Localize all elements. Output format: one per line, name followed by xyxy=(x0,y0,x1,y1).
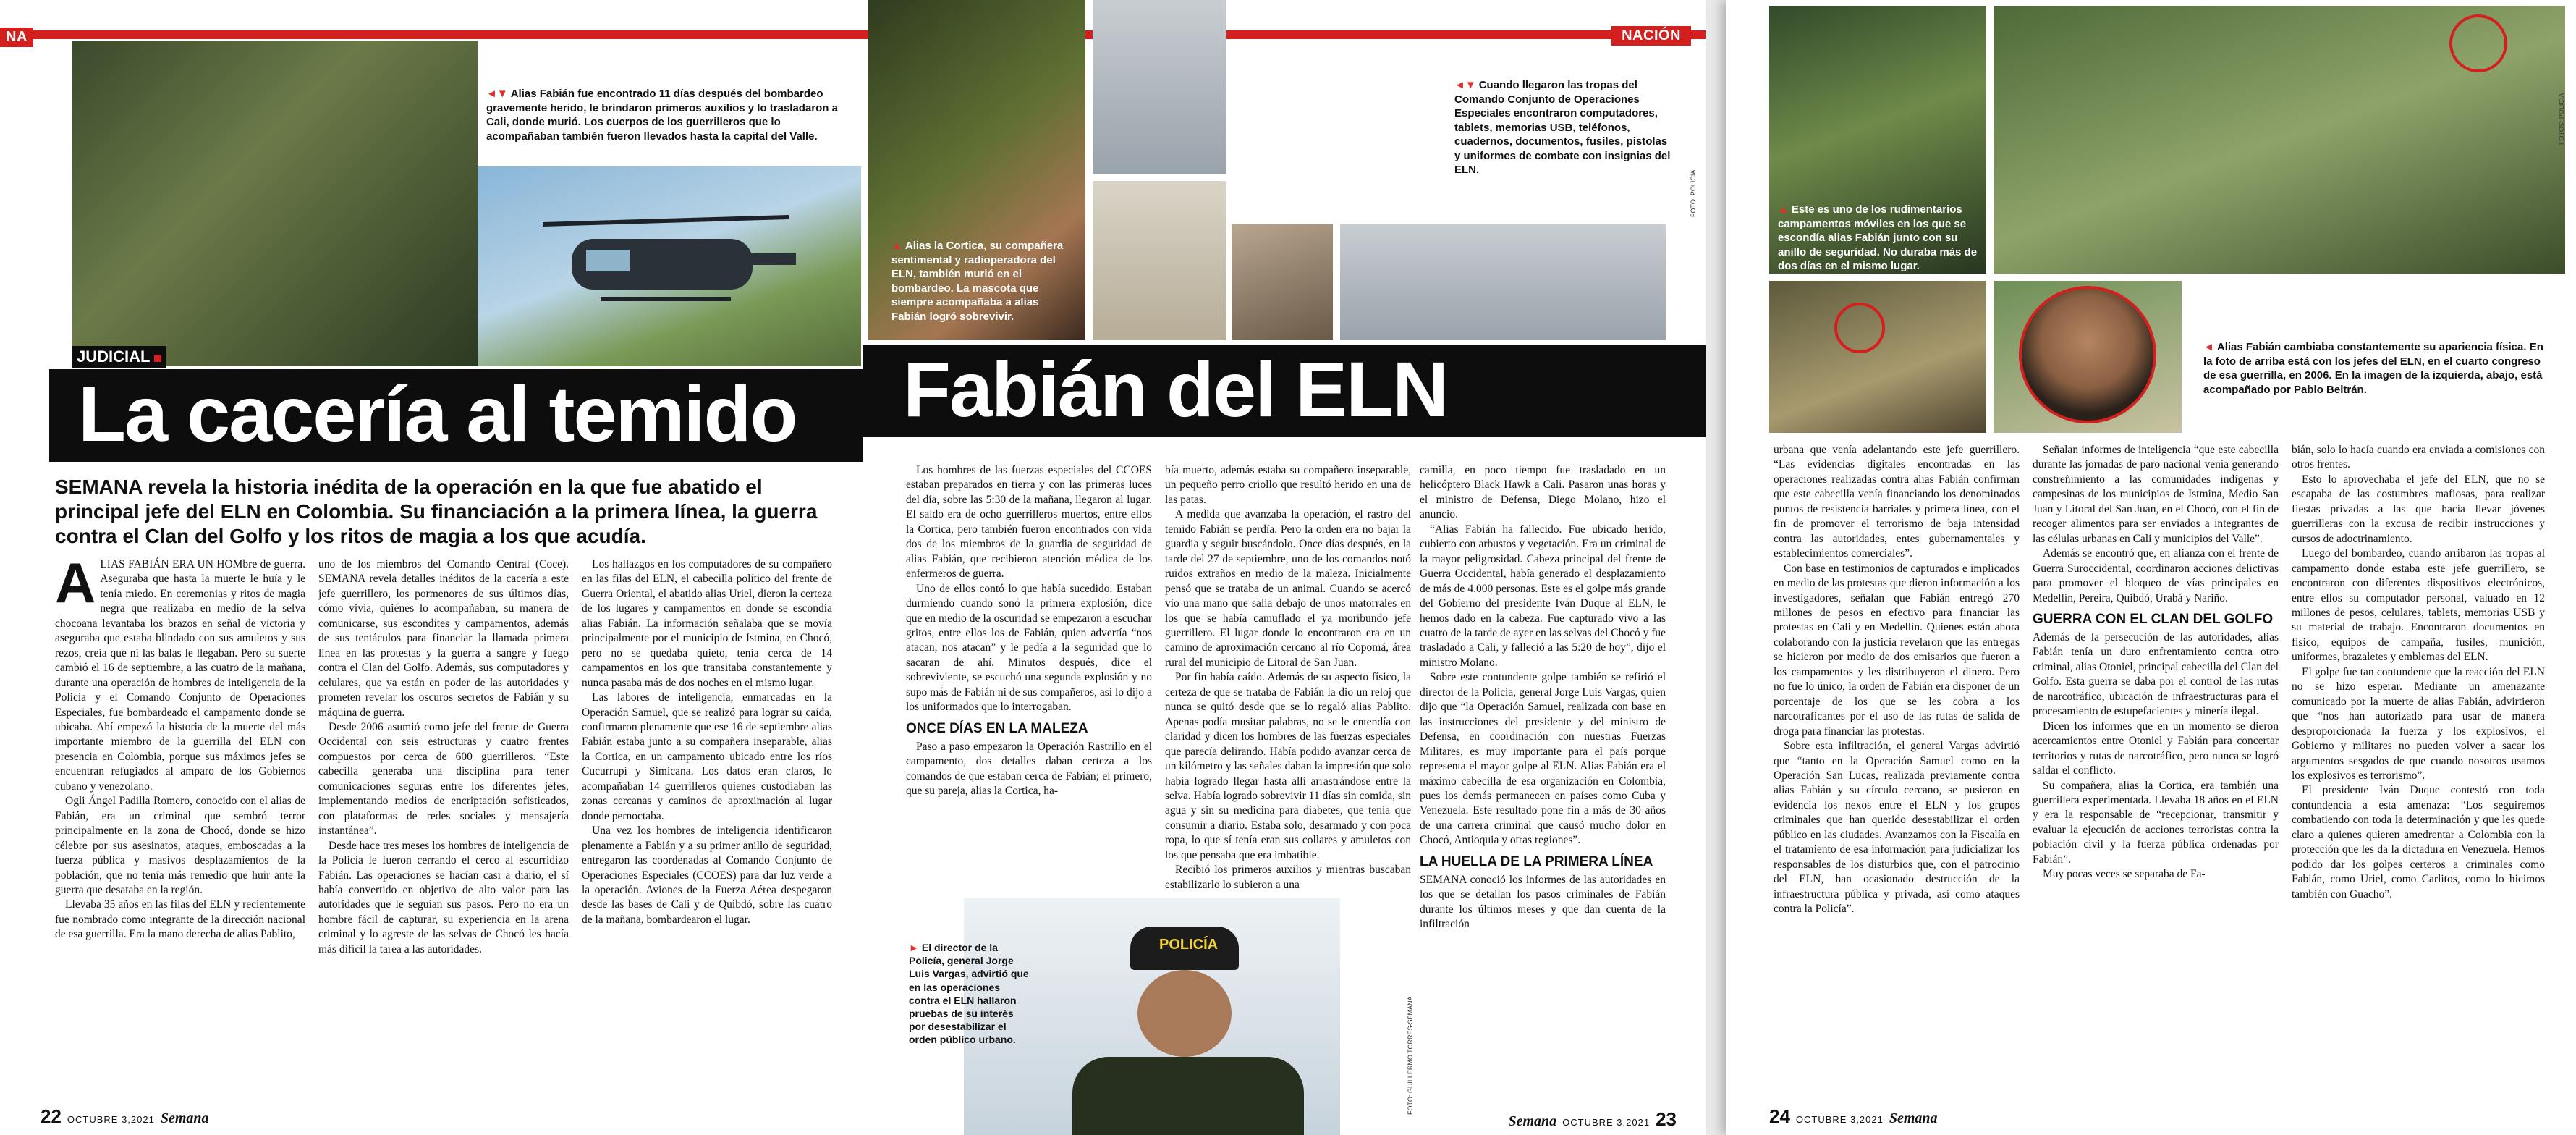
column-1 xyxy=(906,463,1152,887)
column-2 xyxy=(2033,443,2279,1094)
page-number: 24 xyxy=(1769,1105,1790,1127)
helicopter-icon xyxy=(543,195,803,318)
paragraph: Desde hace tres meses los hombres de inteligencia de la Policía le fueron cerrando el cerco al escurridizo Fabián. Las operaciones se hacían casi a diario, el sí había convertido en objetivo de alto valor para las autoridades que le seguían sus pasos. Pero no era un hombre fácil de capturar, su experiencia en la arena criminal y lo agreste de las selvas de Chocó les hacía más difícil la tarea a las autoridades. xyxy=(318,839,569,955)
page-number: 22 xyxy=(41,1105,62,1127)
folio-magazine: Semana xyxy=(160,1110,209,1126)
caption-cortica: ▲ Alias la Cortica, su compañera sentimental y radioperadora del ELN, también murió en el bombardeo. La mascota que siempre acompañaba a alias Fabián logró sobrevivir. xyxy=(891,240,1064,323)
column-1 xyxy=(55,557,305,1093)
paragraph: Desde 2006 asumió como jefe del frente de Guerra Occidental con seis estructuras y cuatro frentes compuestos por cerca de 600 guerrilleros. “Este cabecilla generaba una disciplina para tener comunicaciones seguras entre los diferentes jefes, implementando medios de encriptación sofisticados, con plataformas de redes sociales y mensajería instantánea”. xyxy=(318,720,569,837)
triangle-icon: ◄▼ xyxy=(1454,79,1476,91)
paragraph: Una vez los hombres de inteligencia identificaron plenamente a Fabián y a su primer anillo de seguridad, entregaron las coordenadas al Comando Conjunto de Operaciones Especiales (CCOES) para dar luz verde a la operación. Aviones de la Fuerza Aérea despegaron desde las bases de Cali y de Quibdó, sobre las cuatro de la mañana, bombardearon el lugar. xyxy=(582,824,832,926)
column-2 xyxy=(1165,463,1411,898)
headline-right: Fabián del ELN xyxy=(863,345,1706,437)
kicker-judicial: JUDICIAL xyxy=(72,346,166,368)
paragraph: bía muerto, además estaba su compañero inseparable, un pequeño perro criollo que resultó herido en una de las patas. xyxy=(1165,464,1411,506)
paragraph: Las labores de inteligencia, enmarcadas en la Operación Samuel, que se realizó para lograr su caída, confirmaron plenamente que ese 16 de septiembre alias Fabián estaba junto a su compañera inseparable, alias la Cortica, en un campamento ubicado entre los ríos Cucurrupí y Simicana. Los datos eran claros, lo acompañaban 14 guerrilleros quienes custodiaban las zonas cercanas y caminos de aproximación al lugar donde pernoctaba. xyxy=(582,691,832,822)
triangle-icon: ▲ xyxy=(891,240,902,252)
paragraph: Además de la persecución de las autoridades, alias Fabián tenía un duro enfrentamiento contra otro criminal, alias Otoniel, principal cabecilla del Clan del Golfo. Esta guerra se daba por el control de las rutas de narcotráfico, ubicación de infraestructuras para el procesamiento de estupefacientes y minería ilegal. xyxy=(2033,630,2279,718)
photo-fabian-wounded xyxy=(72,41,478,366)
column-3 xyxy=(2292,443,2545,1094)
column-1 xyxy=(1774,443,2020,1094)
section-heading: LA HUELLA DE LA PRIMERA LÍNEA xyxy=(1420,853,1653,869)
column-2 xyxy=(318,557,569,1093)
photo-credit: FOTO: POLICÍA xyxy=(1690,169,1697,217)
section-tag: NACIÓN xyxy=(1611,26,1691,46)
page-22 xyxy=(0,0,863,1135)
paragraph: Dicen los informes que en un momento se dieron acercamientos entre Otoniel y Fabián para concertar territorios y rutas de narcotráfico, pero nunca se logró saldar el conflicto. xyxy=(2033,720,2279,777)
paragraph: El presidente Iván Duque contestó con toda contundencia a esta amenaza: “Los seguiremos combatiendo con toda la determinación y que les quede claro a quienes quieren amedrentar a Colombia con la protección que les da la dictadura en Venezuela. Hemos podido dar los golpes certeros a criminales como Fabián, como Uriel, como Carlitos, como lo hicimos también con Guacho”. xyxy=(2292,784,2545,900)
caption-camp: ▲ Este es uno de los rudimentarios campamentos móviles en los que se escondía alias Fabián junto con su anillo de seguridad. No duraba más de dos días en el mismo lugar. xyxy=(1778,203,1978,272)
paragraph: Muy pocas veces se separaba de Fa- xyxy=(2043,868,2206,881)
photo-helicopter xyxy=(478,166,861,366)
folio-date: OCTUBRE 3,2021 xyxy=(1795,1114,1884,1125)
paragraph: Además se encontró que, en alianza con el frente de Guerra Suroccidental, coordinaron acciones delictivas para promover el bloqueo de vías principales en Medellín, Pereira, Quibdó, Urabá y Nariño. xyxy=(2033,547,2279,604)
folio-date: OCTUBRE 3,2021 xyxy=(1562,1117,1651,1128)
paragraph: Llevaba 35 años en las filas del ELN y recientemente fue nombrado como integrante de la dirección nacional de esa guerrilla. Era la mano derecha de alias Pablito, xyxy=(55,898,305,941)
paragraph: A medida que avanzaba la operación, el rastro del temido Fabián se perdía. Pero la orden era no bajar la guardia y seguir buscándolo. Once días después, en la tarde del 27 de septiembre, uno de los comandos notó ruidos extraños en medio de la maleza. Inicialmente pensó que se trataba de un animal. Cuando se acercó vio una mano que salía debajo de unos matorrales en los que se había camuflado el ya moribundo jefe guerrillero. El lugar donde lo encontraron era en un camino de aproximación cercano al río Copomá, área rural del municipio de Litoral de San Juan. xyxy=(1165,508,1411,669)
highlight-circle xyxy=(1834,303,1885,353)
paragraph: Por fin había caído. Además de su aspecto físico, la certeza de que se trataba de Fabián la dio un reloj que nunca se quitó desde que se lo regaló alias Pablito. Apenas podía musitar palabras, no se le entendía con claridad y dicen los hombres de las fuerzas especiales que parecía delirando. Había podido avanzar cerca de un kilómetro y las señales daban la impresión que solo había logrado llegar hasta allí arrastrándose entre la selva. Había logrado sobrevivir 11 días sin comida, sin agua y sin su medicina para diabetes, que tenía que consumir a diario. Estaba solo, desarmado y con poca ropa, lo que sí tenía eran sus collares y amuletos con los que pensaba que era imbatible. xyxy=(1165,671,1411,861)
paragraph: Sobre este contundente golpe también se refirió el director de la Policía, general Jorge Luis Vargas, quien dijo que “la Operación Samuel, realizada con base en las instrucciones del presidente y del ministro de Defensa, en coordinación con nuestras Fuerzas Militares, es muy importante para el país porque representa el mayor golpe al ELN. Alias Fabián era el máximo cabecilla de esa organización en Colombia, pues los demás permanecen en países como Cuba y Venezuela. Este resultado pone fin a más de 30 años de una carrera criminal que causó mucho dolor en Chocó, Antioquia y otras regiones”. xyxy=(1420,671,1666,847)
paragraph: Ogli Ángel Padilla Romero, conocido con el alias de Fabián, era un criminal que sembró terror principalmente en la zona de Chocó, donde se hizo célebre por sus asesinatos, ataques, emboscadas a la fuerza pública y masivos desplazamientos de la población, que no tenía más remedio que huir ante la guerra que desataba en la región. xyxy=(55,795,305,896)
paragraph: SEMANA conoció los informes de las autoridades en los que se detallan los pasos criminales de Fabián durante los últimos meses y que dan cuenta de la infiltración xyxy=(1420,873,1666,931)
paragraph: Señalan informes de inteligencia “que este cabecilla durante las jornadas de paro nacional venía generando constreñimiento a las comunidades indígenas y campesinas de los municipios de Istmina, Medio San Juan y Litoral del San Juan, en el Chocó, con el fin de recoger alimentos para ser enviados a integrantes de las células urbanas en Cali y municipios del Valle”. xyxy=(2033,444,2279,545)
subhead: SEMANA revela la historia inédita de la operación en la que fue abatido el principal jefe del ELN en Colombia. Su financiación a la primera línea, la guerra contra el Clan del Golfo y los ritos de magia a los que acudía. xyxy=(55,476,818,548)
triangle-icon: ◄▼ xyxy=(486,88,508,100)
folio xyxy=(1769,1105,1938,1128)
paragraph: Sobre esta infiltración, el general Vargas advirtió que “tanto en la Operación Samuel como en la Operación San Lucas, realizada previamente contra alias Fabián y su círculo cercano, se pusieron en evidencia los nexos entre el ELN y los grupos criminales que han querido desestabilizar el orden público en las ciudades. Avanzamos con la Fiscalía en el tratamiento de esa información para judicializar los responsables de los disturbios que, con el patrocinio del ELN, han ocasionado destrucción de la infraestructura pública y privada, así como ataques contra la Policía”. xyxy=(1774,740,2020,916)
paragraph: LIAS FABIÁN ERA UN HOMbre de guerra. Aseguraba que hasta la muerte le huía y le tenía miedo. En ceremonias y ritos de magia negra que realizaba en medio de la selva chocoana levantaba los brazos en señal de victoria y aseguraba que estaba blindado con sus amuletos y sus rezos, creía que ni las balas le llegaban. Pero su suerte cambió el 16 de septiembre, a las cuatro de la mañana, durante una operación de hombres de inteligencia de la Policía y el Comando Conjunto de Operaciones Especiales, fue bombardeado el campamento donde se ubicaba. Ahí empezó la historia de la muerte del más importante miembro de la guerrilla del ELN con presencia en Colombia, porque sus máximos jefes se encuentran refugiados al amparo de los Gobiernos cubano y venezolano. xyxy=(55,558,305,793)
page-24 xyxy=(1726,0,2576,1135)
column-3 xyxy=(1420,463,1666,1100)
page-number: 23 xyxy=(1656,1108,1677,1130)
paragraph: El golpe fue tan contundente que la reacción del ELN no se hizo esperar. Mediante un amenazante comunicado por la muerte de alias Fabián, advirtieron que “nos han autorizado para usar de manera desproporcionada la fuerza y los explosivos, el Gobierno y militares no pueden volver a sacar los argumentos sesgados de que cuando nosotros usamos los explosivos es terrorismo”. xyxy=(2292,665,2545,782)
photo-electronics xyxy=(1093,0,1226,174)
photo-fabian-portrait xyxy=(2019,286,2156,423)
paragraph: bián, solo lo hacía cuando era enviada a comisiones con otros frentes. xyxy=(2292,444,2545,471)
paragraph: Los hombres de las fuerzas especiales del CCOES estaban preparados en tierra y con las primeras luces del día, sobre las 5:30 de la mañana, llegaron al lugar. El saldo era de ocho guerrilleros muertos, entre ellos la Cortica, pero también fueron encontrados con vida dos de los miembros de la guardia de seguridad de alias Fabián, que recibieron atención médica de los enfermeros de guerra. xyxy=(906,464,1152,581)
paragraph: Su compañera, alias la Cortica, era también una guerrillera experimentada. Llevaba 18 años en el ELN y era la responsable de “recepcionar, transmitir y evaluar la ejecución de acciones terroristas contra la población civil y la fuerza pública ordenadas por Fabián”. xyxy=(2033,779,2279,866)
paragraph: uno de los miembros del Comando Central (Coce). SEMANA revela detalles inéditos de la cacería a este jefe guerrillero, los pormenores de sus últimos días, cómo vivía, quiénes lo acompañaban, su manera de comunicarse, sus escondites y campamentos, además de sus tentáculos para financiar la llamada primera línea en las protestas y la guerra a sangre y fuego contra el Clan del Golfo. Además, sus computadores y celulares, que ya están en poder de las autoridades y prometen revelar los oscuros secretos de Fabián y su máquina de guerra. xyxy=(318,558,569,719)
folio-magazine: Semana xyxy=(1889,1110,1938,1126)
photo-credit: FOTO: GUILLERMO TORRES-SEMANA xyxy=(1407,996,1414,1115)
folio xyxy=(1508,1108,1677,1131)
folio xyxy=(41,1105,209,1128)
photo-credit: FOTOS: POLICÍA xyxy=(2558,93,2565,145)
paragraph: Luego del bombardeo, cuando arribaron las tropas al campamento donde estaba este jefe guerrillero, se encontraron con diferentes dispositivos electrónicos, entre ellos su computador personal, valuado en 12 millones de pesos, celulares, tablets, memorias USB y su material de trabajo. Encontraron documentos en físico, equipos de campaña, fusiles, munición, uniformes, brazaletes y emblemas del ELN. xyxy=(2292,547,2545,664)
paragraph: Uno de ellos contó lo que había sucedido. Estaban durmiendo cuando sonó la primera explosión, dice que en medio de la oscuridad se empezaron a escuchar gritos, entre ellos los de Fabián, quien advertía “nos atacan, nos atacan” y le pedía a la seguridad que lo sacaran de ahí. Minutos después, dice el sobreviviente, se escuchó una segunda explosión y no supo más de Fabián ni de sus compañeros, así lo dijo a los uniformados que lo interrogaban. xyxy=(906,582,1152,714)
photo-weapons xyxy=(1093,181,1226,340)
photo-pablo-beltran xyxy=(1769,281,1986,433)
paragraph: Recibió los primeros auxilios y mientras buscaban estabilizarlo lo subieron a una xyxy=(1165,864,1411,891)
police-badge: POLICÍA xyxy=(1159,937,1219,953)
highlight-circle xyxy=(2449,14,2507,72)
caption-look: ◄ Alias Fabián cambiaba constantemente su apariencia física. En la foto de arriba está con los jefes del ELN, en el cuarto congreso de esa guerrilla, en 2006. En la imagen de la izquierda, abajo, está acompañado por Pablo Beltrán. xyxy=(2203,341,2543,396)
caption-items: ◄▼ Cuando llegaron las tropas del Comando Conjunto de Operaciones Especiales encontraron computadores, tablets, memorias USB, teléfonos, cuadernos, documentos, fusiles, pistolas y uniformes de combate con insignias del ELN. xyxy=(1454,79,1671,176)
paragraph: “Alias Fabián ha fallecido. Fue ubicado herido, cubierto con arbustos y vegetación. Era un criminal de la mayor peligrosidad. Cabeza principal del frente de Guerra Occidental, había generado el desplazamiento de más de 4.000 personas. Este es el golpe más grande del Gobierno del presidente Iván Duque al ELN, le hemos dado en la cabeza. Fue capturado vivo a las cuatro de la tarde de ayer en las selvas del Chocó y fue trasladado a Cali, y falleció a las 5:20 de hoy”, dijo el ministro Molano. xyxy=(1420,523,1666,669)
section-bar xyxy=(0,30,863,39)
paragraph: Con base en testimonios de capturados e implicados en medio de las protestas que dieron información a los investigadores, señalan que Fabián entregó 270 millones de pesos en efectivo para financiar las protestas en Cali y en Medellín. Quienes están ahora colaborando con la justicia revelaron que las entregas se hicieron por medio de dos emisarios que fueron a los campamentos y les distribuyeron el dinero. Pero no fue lo único, la orden de Fabián era disponer de un porcentaje de los que se les cobra a los narcotraficantes por el uso de las rutas de salida de droga para financiar las protestas. xyxy=(1774,562,2020,738)
section-tag: NA xyxy=(0,28,33,47)
red-square-icon xyxy=(154,355,161,362)
photo-eln-leaders xyxy=(1994,6,2565,274)
headline-left: La cacería al temido xyxy=(49,369,863,462)
paragraph: Paso a paso empezaron la Operación Rastrillo en el campamento, dos detalles daban certeza a los comandos de que estaban cerca de Fabián; el primero, que su pareja, alias la Cortica, ha- xyxy=(906,740,1152,798)
photo-documents xyxy=(1232,224,1333,340)
caption-director: ► El director de la Policía, general Jorge Luis Vargas, advirtió que en las operaciones contra el ELN hallaron pruebas de su interés por desestabilizar el orden público urbano. xyxy=(909,942,1029,1046)
section-heading: GUERRA CON EL CLAN DEL GOLFO xyxy=(2033,611,2274,627)
uniform xyxy=(1072,1057,1304,1135)
triangle-icon: ◄ xyxy=(2203,341,2214,353)
folio-date: OCTUBRE 3,2021 xyxy=(67,1114,155,1125)
column-3 xyxy=(582,557,832,1093)
section-heading: ONCE DÍAS EN LA MALEZA xyxy=(906,720,1088,736)
dropcap: A xyxy=(55,557,96,615)
triangle-icon: ► xyxy=(909,942,919,953)
paragraph: urbana que venía adelantando este jefe guerrillero. “Las evidencias digitales encontradas en las operaciones realizadas contra alias Fabián confirman que este cabecilla venía financiando los denominados puntos de resistencia barriales y primera línea, con el fin de promover el terrorismo de baja intensidad contra las autoridades, entes gubernamentales y establecimientos comerciales”. xyxy=(1774,444,2020,560)
paragraph: Los hallazgos en los computadores de su compañero en las filas del ELN, el cabecilla político del frente de Guerra Oriental, el abatido alias Uriel, dieron la certeza de los lugares y campamentos en donde se escondía alias Fabián. La información señalaba que se movía principalmente por el municipio de Istmina, en Chocó, pero no se quedaba quieto, tenía cerca de 14 campamentos en los que transitaba constantemente y nunca pasaba más de dos noches en el mismo lugar. xyxy=(582,558,832,689)
paragraph: Esto lo aprovechaba el jefe del ELN, que no se escapaba de las costumbres mafiosas, para realizar fiestas privadas a las que hacía llevar jóvenes guerrilleras con la excusa de recibir instrucciones y cursos de adoctrinamiento. xyxy=(2292,473,2545,545)
paragraph: camilla, en poco tiempo fue trasladado en un helicóptero Black Hawk a Cali. Pasaron unas horas y el ministro de Defensa, Diego Molano, hizo el anuncio. xyxy=(1420,464,1666,521)
triangle-icon: ▲ xyxy=(1778,203,1789,216)
face xyxy=(1137,970,1232,1057)
photo-devices xyxy=(1340,224,1666,340)
caption-photo: ◄▼ Alias Fabián fue encontrado 11 días después del bombardeo gravemente herido, le brindaron primeros auxilios y lo trasladaron a Cali, donde murió. Los cuerpos de los guerrilleros que lo acompañaban también fueron llevados hasta la capital del Valle. xyxy=(486,88,838,143)
folio-magazine: Semana xyxy=(1508,1113,1557,1129)
page-23 xyxy=(863,0,1706,1135)
